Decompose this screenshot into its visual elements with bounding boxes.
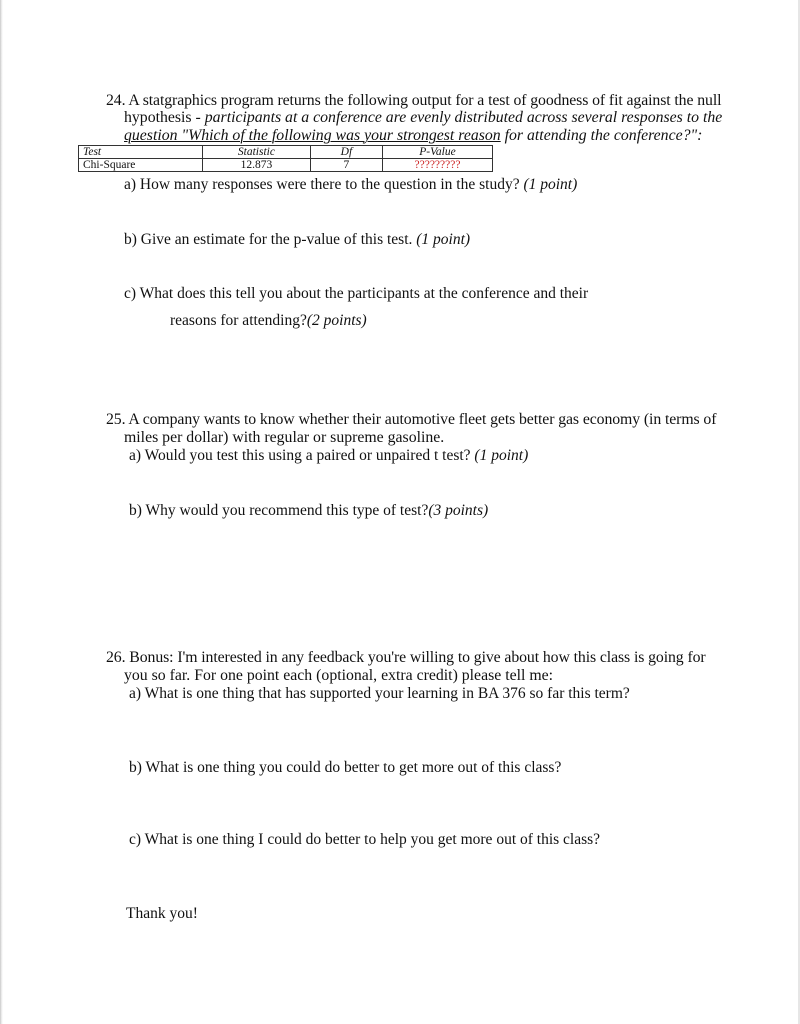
q24-part-c-text: reasons for attending? [170,312,307,329]
q25-part-b [129,502,488,519]
q26-line-1: 26. Bonus: I'm interested in any feedback you're willing to give about how this class is going for [106,649,706,666]
q24-part-c-line-2 [170,312,367,329]
q24-part-a-points: (1 point) [523,176,578,193]
closing-thank-you: Thank you! [126,905,198,922]
q25-part-a-text: a) Would you test this using a paired or unpaired t test? [129,447,475,464]
q24-part-b-text: b) Give an estimate for the p-value of this test. [124,231,417,248]
q24-question-quote: question "Which of the following was your strongest reason [124,127,501,144]
q25-part-a-points: (1 point) [474,447,529,464]
table-header-test: Test [79,146,203,159]
q25-line-2: miles per dollar) with regular or supreme gasoline. [124,429,445,446]
table-cell-test: Chi-Square [79,159,203,172]
q24-part-a [124,176,577,193]
q24-part-b-points: (1 point) [416,231,471,248]
table-row [79,159,493,172]
table-cell-df: 7 [310,159,382,172]
q25-part-b-text: b) Why would you recommend this type of test? [129,502,429,519]
q26-line-2: you so far. For one point each (optional, extra credit) please tell me: [124,667,554,684]
q24-part-b [124,231,470,248]
q24-question-quote-rest: for attending the conference?": [500,127,703,144]
table-header-row [79,146,493,159]
q25-part-b-points: (3 points) [428,502,489,519]
q26-part-c: c) What is one thing I could do better to help you get more out of this class? [129,831,601,848]
table-cell-statistic: 12.873 [202,159,310,172]
q24-line-3 [124,127,702,144]
q24-null-hypothesis: participants at a conference are evenly distributed across several responses to the [204,109,723,126]
q24-line-2-prefix: hypothesis - [124,109,205,126]
q24-part-c-points: (2 points) [306,312,367,329]
q26-part-a: a) What is one thing that has supported your learning in BA 376 so far this term? [129,685,630,702]
q26-part-b: b) What is one thing you could do better to get more out of this class? [129,759,562,776]
q25-line-1: 25. A company wants to know whether their automotive fleet gets better gas economy (in terms of [106,411,717,428]
table-header-p-value: P-Value [382,146,492,159]
q24-part-c-line-1: c) What does this tell you about the participants at the conference and their [124,285,589,302]
table-cell-p-value: ????????? [382,159,492,172]
q24-part-a-text: a) How many responses were there to the question in the study? [124,176,524,193]
q24-line-2 [124,109,722,126]
table-header-df: Df [310,146,382,159]
q25-part-a [129,447,528,464]
statgraphics-output-table [78,145,493,172]
page-left-edge [0,0,3,1024]
q24-line-1: 24. A statgraphics program returns the following output for a test of goodness of fit against the null [106,92,722,109]
table-header-statistic: Statistic [202,146,310,159]
